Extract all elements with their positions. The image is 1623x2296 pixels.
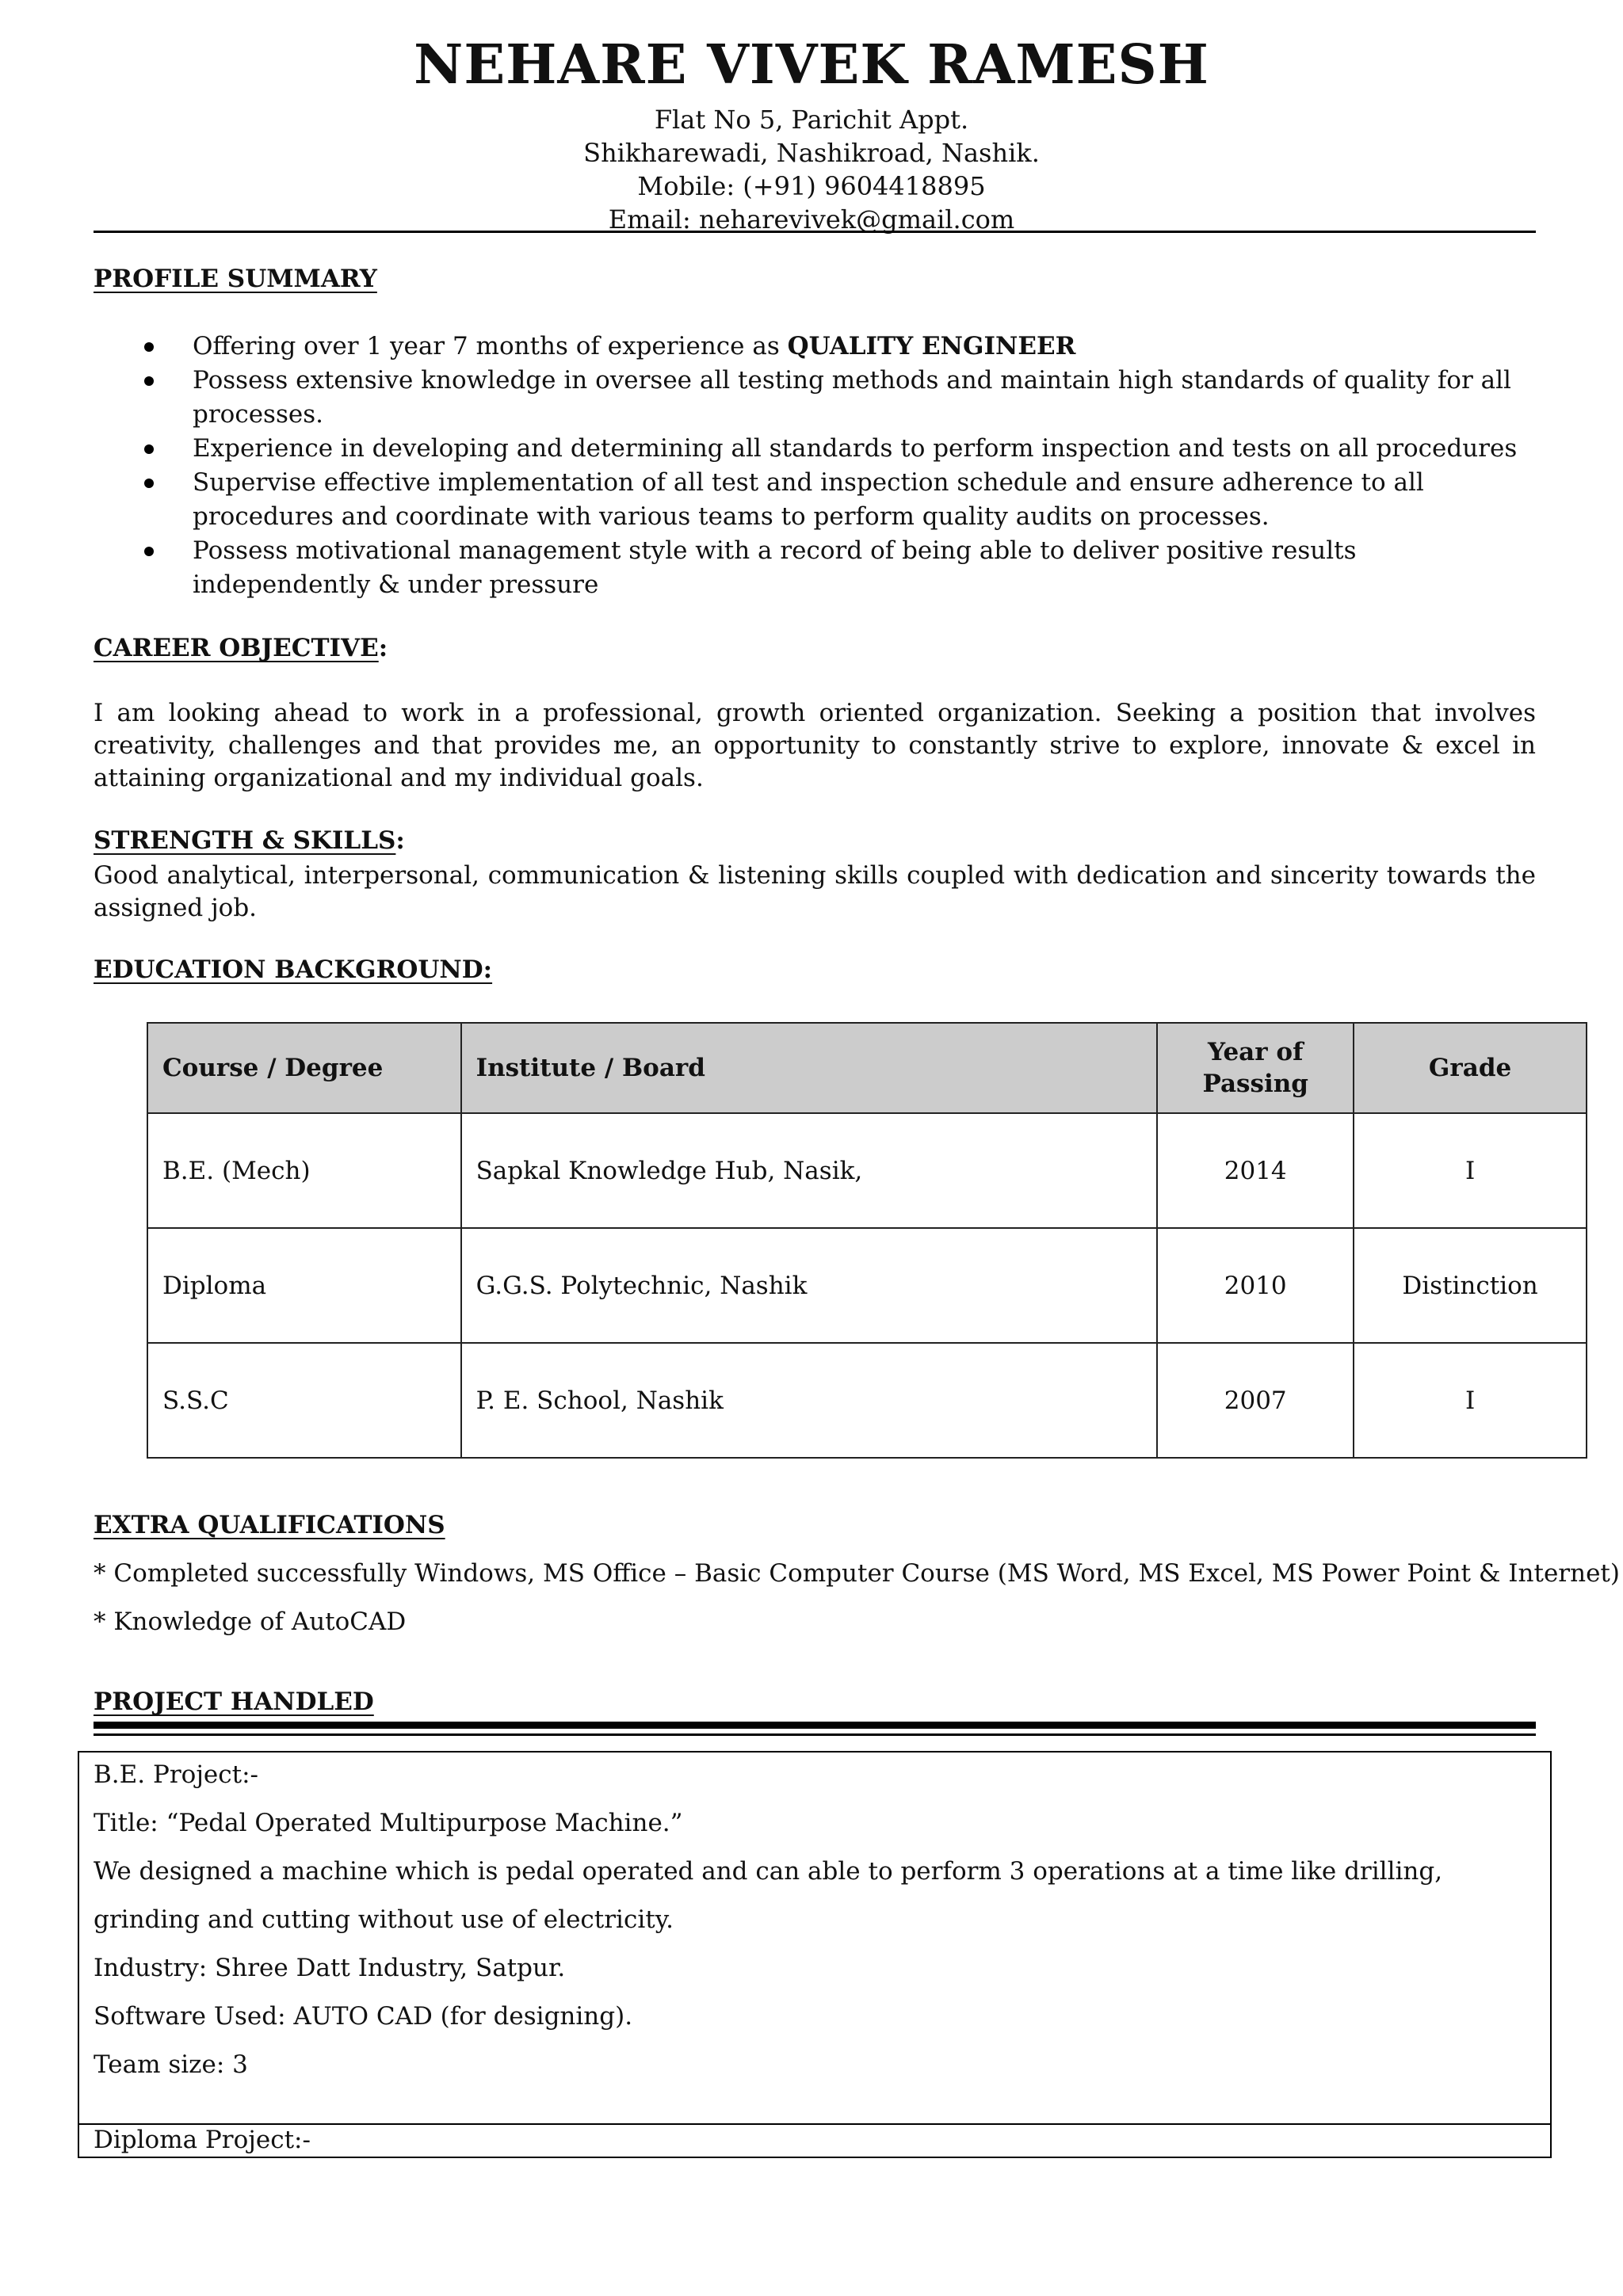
column-header: Institute / Board xyxy=(461,1023,1158,1113)
table-cell: 2007 xyxy=(1157,1343,1354,1458)
table-row xyxy=(147,1113,1587,1228)
column-header: Grade xyxy=(1354,1023,1587,1113)
summary-item: Possess extensive knowledge in oversee all testing methods and maintain high standards of quality for all processes. xyxy=(139,364,1541,432)
project-detail-line: We designed a machine which is pedal operated and can able to perform 3 operations at a time like drilling, grinding and cutting without use of electricity. xyxy=(94,1857,1443,1934)
table-cell: Diploma xyxy=(147,1228,461,1343)
education-heading: EDUCATION BACKGROUND: xyxy=(94,955,493,984)
column-header: Course / Degree xyxy=(147,1023,461,1113)
strength-skills-text: Good analytical, interpersonal, communication & listening skills coupled with dedication and sincerity towards the assigned job. xyxy=(94,861,1536,922)
project-detail-line: Industry: Shree Datt Industry, Satpur. xyxy=(94,1954,566,1982)
table-header-row xyxy=(147,1023,1587,1113)
address-line-2: Shikharewadi, Nashikroad, Nashik. xyxy=(583,138,1040,168)
table-cell: Sapkal Knowledge Hub, Nasik, xyxy=(461,1113,1158,1228)
address-line-1: Flat No 5, Parichit Appt. xyxy=(654,105,969,135)
be-project-label: B.E. Project:- xyxy=(94,1760,259,1789)
email-address: Email: neharevivek@gmail.com xyxy=(608,204,1015,235)
table-cell: 2010 xyxy=(1157,1228,1354,1343)
qualification-item: * Knowledge of AutoCAD xyxy=(94,1608,407,1636)
section-divider-thin xyxy=(94,1733,1536,1736)
summary-item: Supervise effective implementation of all test and inspection schedule and ensure adherence to all procedures and coordinate with various teams to perform quality audits on processes. xyxy=(139,466,1541,534)
column-header: Year of Passing xyxy=(1157,1023,1354,1113)
summary-item: Experience in developing and determining all standards to perform inspection and tests on all procedures xyxy=(139,432,1541,466)
section-divider-thick xyxy=(94,1722,1536,1729)
profile-summary-heading: PROFILE SUMMARY xyxy=(94,265,377,293)
summary-item: Offering over 1 year 7 months of experience as QUALITY ENGINEER xyxy=(139,330,1541,364)
summary-item: Possess motivational management style with a record of being able to deliver positive results independently & under pressure xyxy=(139,534,1541,602)
table-cell: G.G.S. Polytechnic, Nashik xyxy=(461,1228,1158,1343)
mobile-number: Mobile: (+91) 9604418895 xyxy=(637,171,986,201)
qualification-item: * Completed successfully Windows, MS Office – Basic Computer Course (MS Word, MS Excel, MS Power Point & Internet) xyxy=(94,1559,1620,1588)
table-cell: S.S.C xyxy=(147,1343,461,1458)
header-divider xyxy=(94,231,1536,233)
project-handled-heading: PROJECT HANDLED xyxy=(94,1688,374,1716)
extra-qualifications-heading: EXTRA QUALIFICATIONS xyxy=(94,1511,445,1539)
strength-skills-heading: STRENGTH & SKILLS: xyxy=(94,826,405,855)
project-detail-line: Title: “Pedal Operated Multipurpose Machine.” xyxy=(94,1809,683,1837)
project-detail-line: Team size: 3 xyxy=(94,2050,248,2079)
table-cell: 2014 xyxy=(1157,1113,1354,1228)
career-objective-heading: CAREER OBJECTIVE: xyxy=(94,634,388,662)
profile-summary-list xyxy=(139,330,1541,602)
diploma-project-label: Diploma Project:- xyxy=(94,2126,311,2154)
candidate-name: NEHARE VIVEK RAMESH xyxy=(414,33,1209,97)
table-cell: P. E. School, Nashik xyxy=(461,1343,1158,1458)
education-table xyxy=(147,1022,1587,1459)
table-cell: B.E. (Mech) xyxy=(147,1113,461,1228)
table-row xyxy=(147,1343,1587,1458)
be-project-details xyxy=(94,1751,1536,2089)
table-cell: I xyxy=(1354,1343,1587,1458)
project-detail-line: Software Used: AUTO CAD (for designing). xyxy=(94,2002,633,2031)
career-objective-text: I am looking ahead to work in a professional, growth oriented organization. Seeking a position that involves creativity, challenges and that provides me, an opportunity to constantly strive to explore, innovate & excel in attaining organizational and my individual goals. xyxy=(94,699,1536,792)
table-cell: Distinction xyxy=(1354,1228,1587,1343)
table-cell: I xyxy=(1354,1113,1587,1228)
table-row xyxy=(147,1228,1587,1343)
